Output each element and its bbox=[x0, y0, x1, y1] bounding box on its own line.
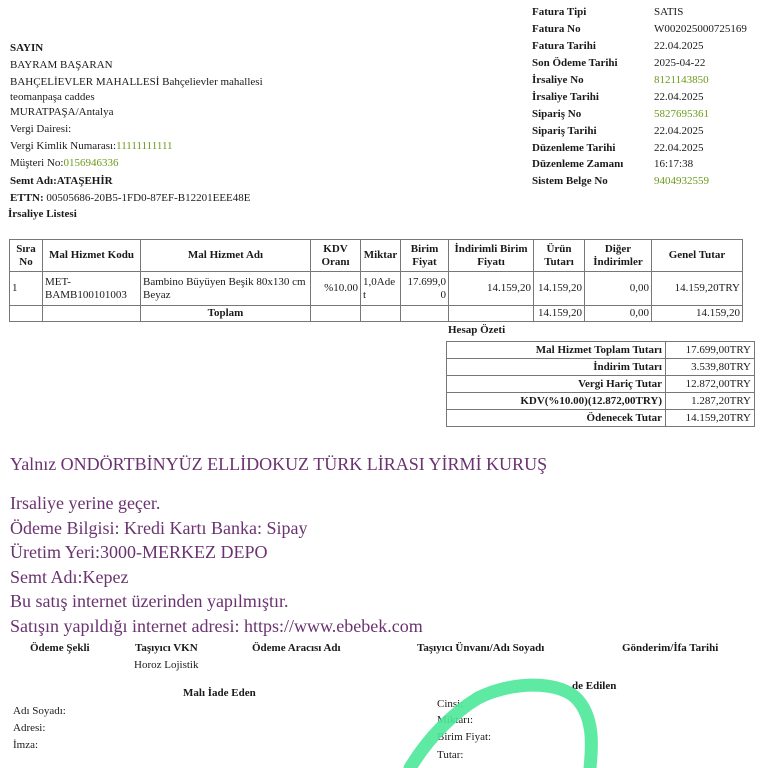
items-cell: MET-BAMB100101003 bbox=[43, 272, 141, 306]
total-diger: 0,00 bbox=[585, 306, 652, 322]
summary-label: KDV(%10.00)(12.872,00TRY) bbox=[447, 393, 666, 410]
invoice-info-value: 8121143850 bbox=[654, 74, 709, 86]
note-line: Üretim Yeri:3000-MERKEZ DEPO bbox=[10, 542, 268, 562]
invoice-info-value: 16:17:38 bbox=[654, 158, 694, 171]
total-genel: 14.159,20 bbox=[652, 306, 743, 322]
ettn-value: 00505686-20B5-1FD0-87EF-B12201EEE48E bbox=[46, 192, 251, 204]
invoice-info-label: İrsaliye Tarihi bbox=[532, 90, 599, 103]
carrier-name: Horoz Lojistik bbox=[134, 659, 199, 671]
items-cell: 14.159,20 bbox=[449, 272, 534, 306]
note-line: Ödeme Bilgisi: Kredi Kartı Banka: Sipay bbox=[10, 518, 308, 538]
return-type-field: Cinsi: bbox=[437, 698, 464, 710]
shipping-header-date: Gönderim/İfa Tarihi bbox=[622, 642, 719, 654]
note-line: Irsaliye yerine geçer. bbox=[10, 493, 161, 513]
shipping-header-agent: Ödeme Aracısı Adı bbox=[252, 642, 341, 654]
invoice-info-label: Düzenleme Tarihi bbox=[532, 141, 616, 154]
summary-value: 3.539,80TRY bbox=[666, 359, 755, 376]
items-cell: 17.699,00 bbox=[401, 272, 449, 306]
items-cell: 14.159,20 bbox=[534, 272, 585, 306]
customer-no-value: 0156946336 bbox=[63, 157, 119, 169]
invoice-info-label: Fatura Tipi bbox=[532, 6, 587, 19]
return-left-title: Malı İade Eden bbox=[183, 687, 256, 699]
invoice-info-value: 22.04.2025 bbox=[654, 90, 704, 103]
customer-address-line1: BAHÇELİEVLER MAHALLESİ Bahçelievler mahallesi bbox=[10, 76, 263, 88]
tax-id-label: Vergi Kimlik Numarası: bbox=[10, 140, 117, 152]
items-header-cell: Genel Tutar bbox=[652, 240, 743, 272]
customer-city: MURATPAŞA/Antalya bbox=[10, 106, 114, 118]
return-name-field: Adı Soyadı: bbox=[13, 705, 66, 717]
return-address-field: Adresi: bbox=[13, 722, 46, 734]
items-header-cell: İndirimli Birim Fiyatı bbox=[449, 240, 534, 272]
customer-address-line2: teomanpaşa caddes bbox=[10, 91, 95, 103]
total-urun: 14.159,20 bbox=[534, 306, 585, 322]
shipping-header-payment: Ödeme Şekli bbox=[30, 642, 90, 654]
summary-value: 17.699,00TRY bbox=[666, 342, 755, 359]
waybill-list-title: İrsaliye Listesi bbox=[8, 208, 77, 220]
summary-label: İndirim Tutarı bbox=[447, 359, 666, 376]
return-unit-price-field: Birim Fiyat: bbox=[437, 731, 492, 743]
return-quantity-field: Miktarı: bbox=[437, 714, 474, 726]
invoice-info-label: Düzenleme Zamanı bbox=[532, 158, 624, 171]
note-line: Bu satış internet üzerinden yapılmıştır. bbox=[10, 591, 289, 611]
summary-label: Ödenecek Tutar bbox=[447, 410, 666, 427]
summary-label: Mal Hizmet Toplam Tutarı bbox=[447, 342, 666, 359]
items-cell: 14.159,20TRY bbox=[652, 272, 743, 306]
amount-in-words: Yalnız ONDÖRTBİNYÜZ ELLİDOKUZ TÜRK LİRASI YİRMİ KURUŞ bbox=[10, 454, 548, 474]
summary-label: Vergi Hariç Tutar bbox=[447, 376, 666, 393]
items-cell: Bambino Büyüyen Beşik 80x130 cm Beyaz bbox=[141, 272, 311, 306]
summary-value: 14.159,20TRY bbox=[666, 410, 755, 427]
invoice-info-label: Sipariş No bbox=[532, 107, 582, 120]
items-header-cell: Miktar bbox=[361, 240, 401, 272]
return-amount-field: Tutar: bbox=[437, 749, 464, 761]
invoice-info-label: İrsaliye No bbox=[532, 74, 584, 86]
items-header-cell: Birim Fiyat bbox=[401, 240, 449, 272]
summary-value: 1.287,20TRY bbox=[666, 393, 755, 410]
invoice-info-label: Sistem Belge No bbox=[532, 175, 608, 188]
note-line: Satışın yapıldığı internet adresi: https://www.ebebek.com bbox=[10, 616, 423, 636]
invoice-info-value: 2025-04-22 bbox=[654, 57, 706, 70]
items-cell: 0,00 bbox=[585, 272, 652, 306]
invoice-info-value: W002025000725169 bbox=[654, 23, 747, 36]
tax-id-value: 11111111111 bbox=[116, 140, 173, 152]
invoice-info-value: 22.04.2025 bbox=[654, 40, 704, 53]
ettn-label: ETTN: bbox=[10, 192, 44, 204]
invoice-info-label: Fatura No bbox=[532, 23, 581, 36]
invoice-info-label: Sipariş Tarihi bbox=[532, 124, 597, 137]
invoice-info-value: 5827695361 bbox=[654, 107, 709, 120]
invoice-info-label: Son Ödeme Tarihi bbox=[532, 57, 618, 70]
items-cell: %10.00 bbox=[311, 272, 361, 306]
note-line: Semt Adı:Kepez bbox=[10, 567, 129, 587]
invoice-info-value: 22.04.2025 bbox=[654, 141, 704, 154]
district: Semt Adı:ATAŞEHİR bbox=[10, 175, 113, 187]
invoice-info-value: 9404932559 bbox=[654, 175, 709, 188]
return-right-title: de Edilen bbox=[572, 680, 617, 692]
items-header-cell: KDV Oranı bbox=[311, 240, 361, 272]
items-header-cell: Sıra No bbox=[10, 240, 43, 272]
invoice-info-label: Fatura Tarihi bbox=[532, 40, 596, 53]
items-header-cell: Mal Hizmet Kodu bbox=[43, 240, 141, 272]
tax-office: Vergi Dairesi: bbox=[10, 123, 72, 135]
customer-no-label: Müşteri No: bbox=[10, 157, 64, 169]
items-cell: 1,0Adet bbox=[361, 272, 401, 306]
items-cell: 1 bbox=[10, 272, 43, 306]
invoice-info-value: SATIS bbox=[654, 6, 684, 19]
items-header-cell: Diğer İndirimler bbox=[585, 240, 652, 272]
invoice-info-value: 22.04.2025 bbox=[654, 124, 704, 137]
summary-title: Hesap Özeti bbox=[448, 324, 506, 336]
items-header-cell: Mal Hizmet Adı bbox=[141, 240, 311, 272]
sayin-label: SAYIN bbox=[10, 42, 44, 54]
return-signature-field: İmza: bbox=[13, 739, 39, 751]
shipping-header-carrier-vkn: Taşıyıcı VKN bbox=[135, 642, 198, 654]
total-label: Toplam bbox=[141, 306, 311, 322]
items-header-cell: Ürün Tutarı bbox=[534, 240, 585, 272]
shipping-header-carrier-name: Taşıyıcı Ünvanı/Adı Soyadı bbox=[417, 642, 545, 654]
customer-name: BAYRAM BAŞARAN bbox=[10, 59, 113, 71]
summary-value: 12.872,00TRY bbox=[666, 376, 755, 393]
